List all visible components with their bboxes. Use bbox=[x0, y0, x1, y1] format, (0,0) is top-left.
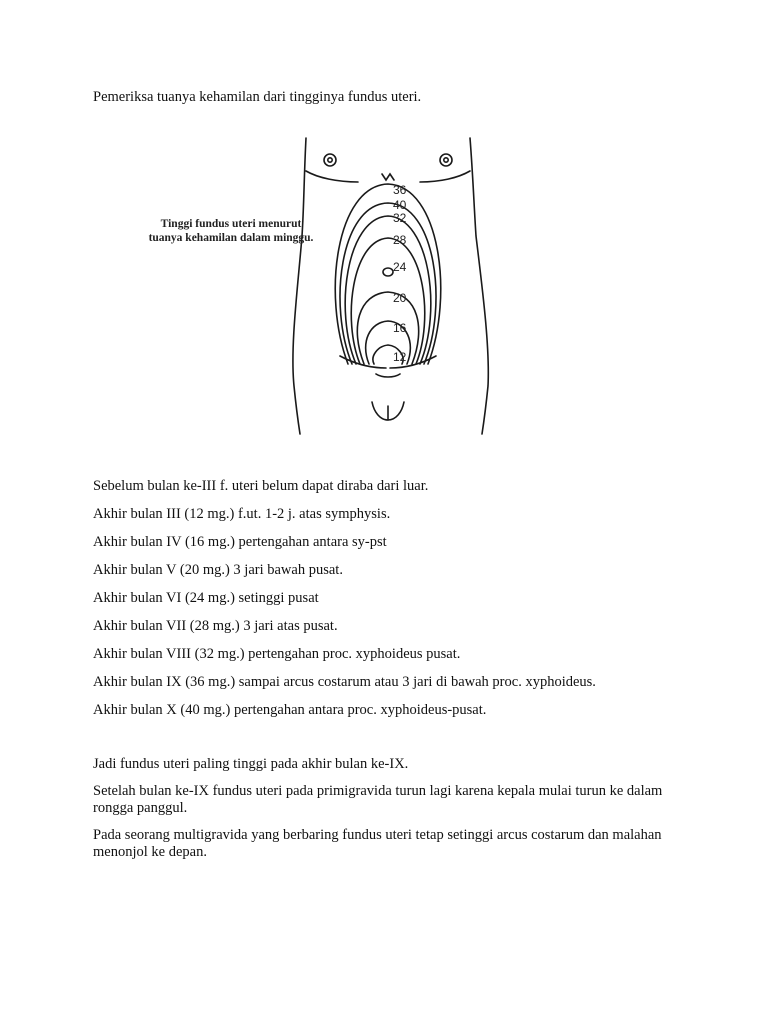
week-label-28: 28 bbox=[393, 233, 407, 247]
month-line: Akhir bulan X (40 mg.) pertengahan antara proc. xyphoideus-pusat. bbox=[93, 702, 487, 718]
month-line: Akhir bulan V (20 mg.) 3 jari bawah pusat. bbox=[93, 562, 343, 578]
paragraph: Jadi fundus uteri paling tinggi pada akhir bulan ke-IX. bbox=[93, 756, 409, 772]
month-line: Akhir bulan III (12 mg.) f.ut. 1-2 j. atas symphysis. bbox=[93, 506, 391, 522]
right-areola bbox=[444, 158, 448, 162]
figure-caption: Tinggi fundus uteri menurut tuanya kehamilan dalam minggu. bbox=[148, 218, 314, 244]
week-labels bbox=[393, 183, 407, 364]
week-label-20: 20 bbox=[393, 291, 407, 305]
fundus-diagram bbox=[90, 116, 650, 446]
right-breast-line bbox=[420, 171, 470, 182]
month-line: Akhir bulan IV (16 mg.) pertengahan antara sy-pst bbox=[93, 534, 387, 550]
xiphoid-mark bbox=[382, 174, 394, 180]
month-line: Akhir bulan VI (24 mg.) setinggi pusat bbox=[93, 590, 319, 606]
week-label-40: 40 bbox=[393, 198, 407, 212]
torso-left-outline bbox=[293, 138, 306, 434]
month-line: Akhir bulan VIII (32 mg.) pertengahan proc. xyphoideus pusat. bbox=[93, 646, 461, 662]
month-line: Akhir bulan IX (36 mg.) sampai arcus costarum atau 3 jari di bawah proc. xyphoideus. bbox=[93, 674, 596, 690]
umbilicus bbox=[383, 268, 393, 276]
week-label-12: 12 bbox=[393, 350, 407, 364]
symphysis-mark bbox=[376, 374, 400, 377]
paragraph: Pada seorang multigravida yang berbaring fundus uteri tetap setinggi arcus costarum dan malahan menonjol ke depan. bbox=[93, 827, 662, 860]
right-nipple bbox=[440, 154, 452, 166]
week-label-24: 24 bbox=[393, 260, 407, 274]
curve-36 bbox=[335, 184, 440, 364]
month-line: Sebelum bulan ke-III f. uteri belum dapat diraba dari luar. bbox=[93, 478, 429, 494]
week-label-36: 36 bbox=[393, 183, 407, 197]
left-areola bbox=[328, 158, 332, 162]
left-breast-line bbox=[306, 171, 358, 182]
intro-text: Pemeriksa tuanya kehamilan dari tingginya fundus uteri. bbox=[93, 89, 422, 105]
left-nipple bbox=[324, 154, 336, 166]
month-line: Akhir bulan VII (28 mg.) 3 jari atas pusat. bbox=[93, 618, 338, 634]
month-list bbox=[93, 477, 693, 729]
torso-right-outline bbox=[470, 138, 488, 434]
week-label-32: 32 bbox=[393, 211, 407, 225]
week-label-16: 16 bbox=[393, 321, 407, 335]
conclusion-paragraphs bbox=[93, 756, 673, 871]
paragraph: Setelah bulan ke-IX fundus uteri pada primigravida turun lagi karena kepala mulai turun ke dalam rongga panggul. bbox=[93, 783, 663, 816]
fundus-height-figure bbox=[90, 116, 650, 446]
